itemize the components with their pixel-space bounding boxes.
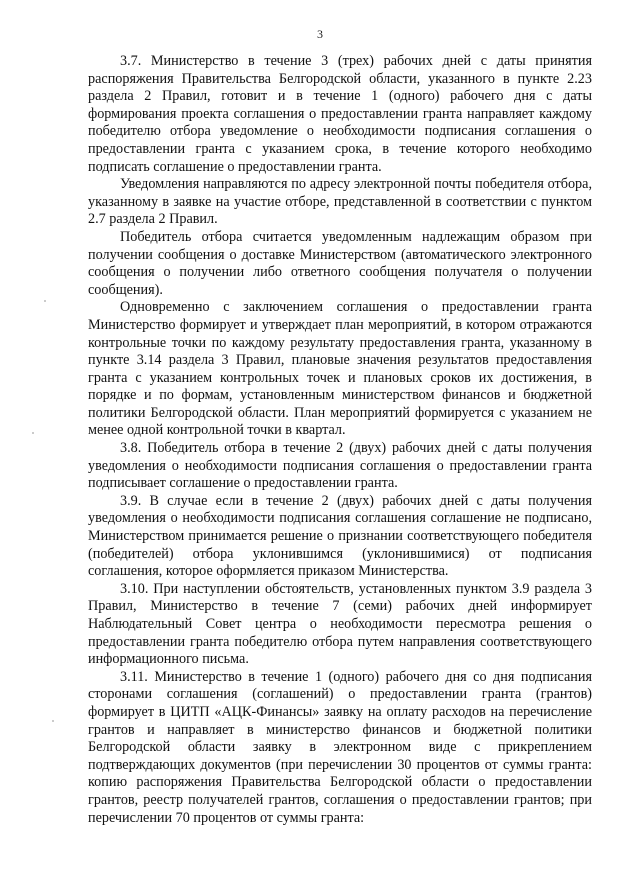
scan-speck bbox=[44, 300, 46, 302]
paragraph-3-8: 3.8. Победитель отбора в течение 2 (двух) рабочих дней с даты получения уведомления о необходимости подписания соглашения о предоставлении гранта подписывает соглашение о предоставлении гранта. bbox=[88, 440, 592, 492]
paragraph-winner-notified: Победитель отбора считается уведомленным надлежащим образом при получении сообщения о доставке Министерством (автоматического электронного сообщения о получении либо ответного сообщения получателя о получении сообщения). bbox=[88, 228, 592, 298]
paragraph-notifications: Уведомления направляются по адресу электронной почты победителя отбора, указанному в заявке на участие отборе, представленной в соответствии с пунктом 2.7 раздела 2 Правил. bbox=[88, 176, 592, 228]
scan-speck bbox=[52, 720, 54, 722]
page-number: 3 bbox=[317, 27, 323, 41]
paragraph-3-7: 3.7. Министерство в течение 3 (трех) рабочих дней с даты принятия распоряжения Правительства Белгородской области, указанного в пункте 2.23 раздела 2 Правил, готовит и в течение 1 (одного) рабочего дня с даты формирования проекта соглашения о предоставлении гранта направляет каждому победителю отбора уведомление о необходимости подписания соглашения о предоставлении гранта с указанием срока, в течение которого необходимо подписать соглашение о предоставлении гранта. bbox=[88, 53, 592, 175]
paragraph-action-plan: Одновременно с заключением соглашения о предоставлении гранта Министерство формирует и утверждает план мероприятий, в котором отражаются контрольные точки по каждому результату предоставления гранта, указанному в пункте 3.14 раздела 3 Правил, плановые значения результатов предоставления гранта с указанием контрольных точек и плановых сроков их достижения, в порядке и по формам, установленным министерством финансов и бюджетной политики Белгородской области. План мероприятий формируется с указанием не менее одной контрольной точки в квартал. bbox=[88, 299, 592, 439]
document-body bbox=[88, 53, 592, 827]
paragraph-3-10: 3.10. При наступлении обстоятельств, установленных пунктом 3.9 раздела 3 Правил, Министерство в течение 7 (семи) рабочих дней информирует Наблюдательный Совет центра о необходимости пересмотра решения о предоставлении гранта победителю отбора путем направления соответствующего информационного письма. bbox=[88, 580, 592, 668]
paragraph-3-11: 3.11. Министерство в течение 1 (одного) рабочего дня со дня подписания сторонами соглашения (соглашений) о предоставлении гранта (грантов) формирует в ЦИТП «АЦК-Финансы» заявку на оплату расходов на перечисление грантов и направляет в министерство финансов и бюджетной политики Белгородской области заявку в электронном виде с прикреплением подтверждающих документов (при перечислении 30 процентов от суммы гранта: копию распоряжения Правительства Белгородской области о предоставлении грантов, реестр получателей грантов, соглашения о предоставлении грантов; при перечислении 70 процентов от суммы гранта: bbox=[88, 668, 592, 826]
paragraph-3-9: 3.9. В случае если в течение 2 (двух) рабочих дней с даты получения уведомления о необходимости подписания соглашения соглашение не подписано, Министерством принимается решение о признании соответствующего победителя (победителей) отбора уклонившимся (уклонившимися) от подписания соглашения, которое оформляется приказом Министерства. bbox=[88, 492, 592, 580]
scan-speck bbox=[32, 432, 34, 434]
